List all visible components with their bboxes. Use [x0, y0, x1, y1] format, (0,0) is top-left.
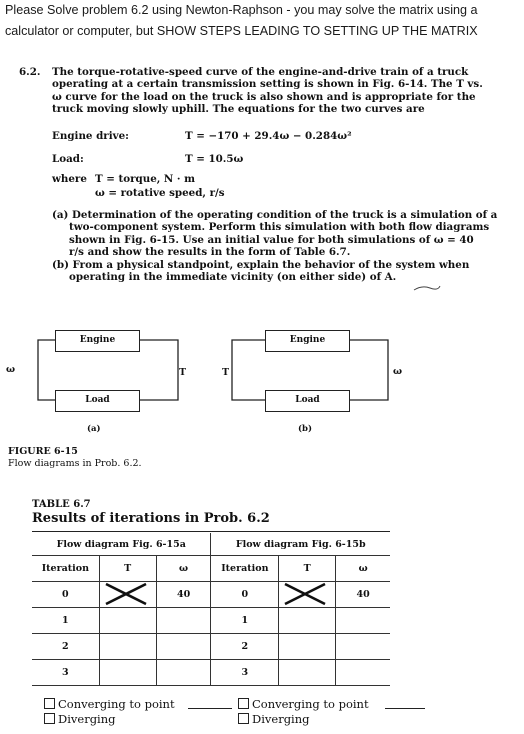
pen-scribble	[412, 283, 442, 293]
w-cell-a	[156, 608, 211, 634]
converging-blank-a	[188, 708, 232, 709]
table-row	[32, 634, 390, 660]
w-cell-b: 40	[336, 582, 390, 608]
group-header-a: Flow diagram Fig. 6-15a	[32, 533, 211, 556]
t-cell-b	[279, 608, 336, 634]
iteration-cell-b: 0	[211, 582, 279, 608]
t-cell-a	[99, 660, 156, 686]
col-header-t-b: T	[279, 556, 336, 582]
part-a-line: (a) Determination of the operating condition of the truck is a simulation of a	[52, 209, 498, 221]
w-cell-a: 40	[156, 582, 211, 608]
col-header-iteration-b: Iteration	[211, 556, 279, 582]
figure-caption-title: FIGURE 6-15	[8, 446, 78, 457]
omega-label-b: ω	[393, 366, 403, 377]
checkbox-icon[interactable]	[238, 713, 249, 724]
load-equation: T = 10.5ω	[185, 153, 244, 165]
iteration-cell-b: 2	[211, 634, 279, 660]
part-b	[52, 259, 512, 284]
engine-label: Engine drive:	[52, 130, 129, 142]
col-header-w-a: ω	[156, 556, 211, 582]
diverging-option-a[interactable]	[44, 712, 116, 726]
iteration-cell-a: 0	[32, 582, 99, 608]
w-cell-a	[156, 634, 211, 660]
group-header-b: Flow diagram Fig. 6-15b	[211, 533, 390, 556]
instruction-line-1: Please Solve problem 6.2 using Newton-Raphson - you may solve the matrix using a	[5, 3, 478, 17]
converging-option-a[interactable]	[44, 697, 175, 711]
part-a-line: shown in Fig. 6-15. Use an initial value for both simulations of ω = 40	[69, 233, 474, 246]
intro-line: ω curve for the load on the truck is also shown and is appropriate for the	[52, 90, 476, 103]
converging-label-a: Converging to point	[58, 697, 175, 711]
iteration-cell-a: 1	[32, 608, 99, 634]
col-header-iteration-a: Iteration	[32, 556, 99, 582]
t-cell-crossed-b	[279, 582, 336, 608]
engine-block-a: Engine	[55, 330, 140, 352]
table-title: TABLE 6.7	[32, 499, 91, 510]
subcaption-a: (a)	[87, 424, 101, 434]
load-label: Load:	[52, 153, 84, 165]
engine-equation: T = −170 + 29.4ω − 0.284ω²	[185, 130, 352, 142]
w-cell-b	[336, 660, 390, 686]
cross-out-mark	[279, 582, 331, 606]
where-torque: T = torque, N · m	[95, 173, 195, 185]
iteration-cell-a: 3	[32, 660, 99, 686]
torque-label-b: T	[222, 367, 230, 378]
table-row	[32, 608, 390, 634]
load-block-b: Load	[265, 390, 350, 412]
iteration-cell-b: 3	[211, 660, 279, 686]
load-block-a: Load	[55, 390, 140, 412]
where-label: where	[52, 173, 87, 185]
converging-option-b[interactable]	[238, 697, 369, 711]
iteration-cell-b: 1	[211, 608, 279, 634]
part-b-line: (b) From a physical standpoint, explain the behavior of the system when	[52, 259, 470, 271]
t-cell-crossed-a	[99, 582, 156, 608]
intro-line: The torque-rotative-speed curve of the engine-and-drive train of a truck	[52, 66, 469, 78]
t-cell-a	[99, 634, 156, 660]
problem-number: 6.2.	[19, 66, 41, 78]
part-b-line: operating in the immediate vicinity (on either side) of A.	[69, 271, 397, 284]
diverging-label-b: Diverging	[252, 712, 310, 726]
results-table	[32, 533, 390, 686]
part-a-line: two-component system. Perform this simulation with both flow diagrams	[69, 221, 490, 234]
intro-line: truck moving slowly uphill. The equations for the two curves are	[52, 103, 425, 116]
converging-blank-b	[385, 708, 425, 709]
table-row	[32, 582, 390, 608]
table-row	[32, 660, 390, 686]
t-cell-b	[279, 660, 336, 686]
problem-intro	[52, 66, 512, 116]
torque-label-a: T	[179, 367, 187, 378]
instruction-text	[5, 0, 520, 42]
diverging-label-a: Diverging	[58, 712, 116, 726]
cross-out-mark	[100, 582, 152, 606]
col-header-w-b: ω	[336, 556, 390, 582]
omega-label-a: ω	[6, 364, 16, 375]
w-cell-a	[156, 660, 211, 686]
table-subtitle: Results of iterations in Prob. 6.2	[32, 511, 270, 526]
iteration-cell-a: 2	[32, 634, 99, 660]
diverging-option-b[interactable]	[238, 712, 310, 726]
intro-line: operating at a certain transmission setting is shown in Fig. 6-14. The T vs.	[52, 78, 483, 91]
subcaption-b: (b)	[298, 424, 312, 434]
engine-block-b: Engine	[265, 330, 350, 352]
part-a	[52, 209, 512, 259]
part-a-line: r/s and show the results in the form of Table 6.7.	[69, 246, 351, 259]
figure-caption-text: Flow diagrams in Prob. 6.2.	[8, 458, 142, 469]
col-header-t-a: T	[99, 556, 156, 582]
checkbox-icon[interactable]	[238, 698, 249, 709]
t-cell-b	[279, 634, 336, 660]
table-top-rule	[32, 531, 390, 532]
w-cell-b	[336, 608, 390, 634]
checkbox-icon[interactable]	[44, 713, 55, 724]
t-cell-a	[99, 608, 156, 634]
checkbox-icon[interactable]	[44, 698, 55, 709]
w-cell-b	[336, 634, 390, 660]
where-omega: ω = rotative speed, r/s	[95, 187, 225, 199]
instruction-line-2: calculator or computer, but SHOW STEPS LEADING TO SETTING UP THE MATRIX	[5, 24, 478, 38]
converging-label-b: Converging to point	[252, 697, 369, 711]
